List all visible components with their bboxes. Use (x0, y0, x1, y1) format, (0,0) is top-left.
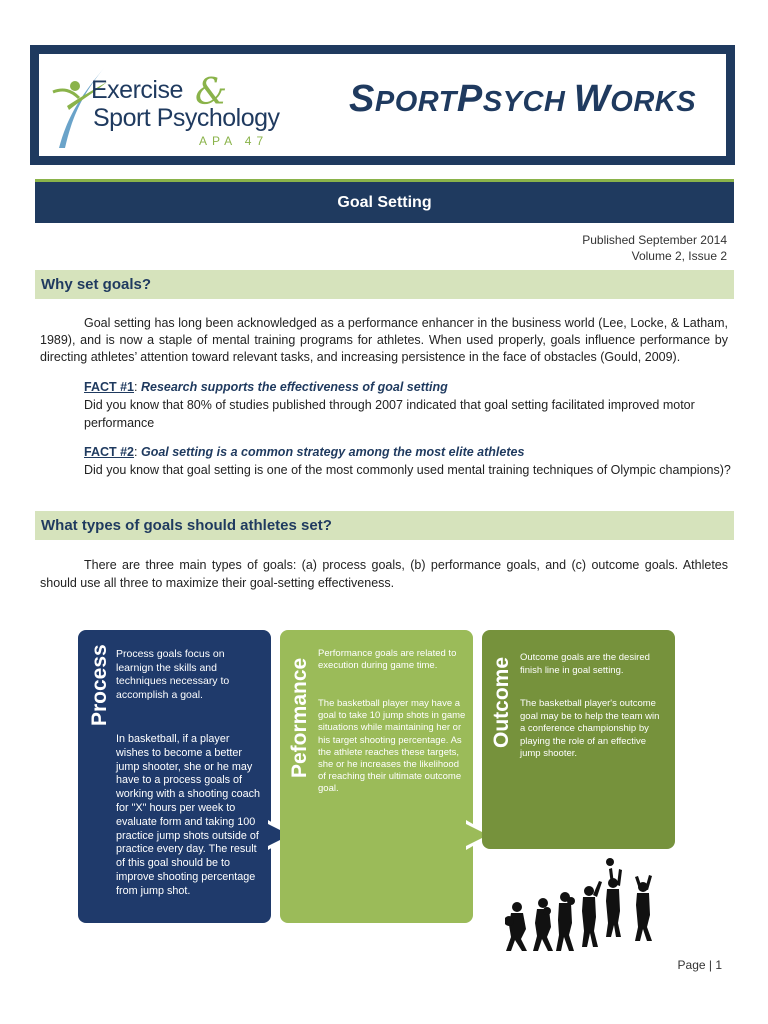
performance-example: The basketball player may have a goal to take 10 jump shots in game situations while maintaining her or his target shooting percentage. As the athlete reaches these targets, she or he increases the likelihood of reaching their ultimate outcome goal. (318, 698, 466, 795)
fact-2-label: FACT #2 (84, 445, 135, 459)
section-heading-why (35, 270, 734, 299)
outcome-definition: Outcome goals are the desired finish line in goal setting. (520, 652, 650, 676)
section-heading-types (35, 511, 734, 540)
newsletter-title: SPORTPSYCH WORKS (349, 78, 697, 120)
fact-1-body: Did you know that 80% of studies published through 2007 indicated that goal setting facilitated improved motor performance (84, 398, 695, 430)
performance-goal-box (280, 630, 473, 923)
intro-paragraph (40, 315, 728, 366)
logo-text-apa: APA 47 (199, 134, 269, 148)
section-heading-text: What types of goals should athletes set? (41, 517, 332, 534)
fact-1-label: FACT #1 (84, 380, 135, 394)
types-paragraph (40, 556, 728, 592)
section-heading-text: Why set goals? (41, 276, 152, 293)
performance-definition: Performance goals are related to execution during game time. (318, 648, 457, 671)
header-banner-inner (39, 54, 726, 156)
performance-title: Peformance (288, 657, 311, 778)
fact-2-body: Did you know that goal setting is one of the most commonly used mental training techniques of Olympic champions)? (84, 463, 731, 477)
basketball-jump-shot-sequence-image (505, 855, 665, 955)
page-number: Page | 1 (677, 958, 722, 972)
fact-2: FACT #2: Goal setting is a common strategy among the most elite athletes Did you know that goal setting is one of the most commonly used mental training techniques of Olympic champions)? (84, 443, 734, 479)
outcome-example: The basketball player's outcome goal may be to help the team win a conference championship by playing the role of an effective jump shooter. (520, 698, 660, 759)
process-goal-box (78, 630, 271, 923)
process-definition: Process goals focus on learnign the skills and techniques necessary to accomplish a goal. (116, 648, 230, 701)
logo-text-exercise: Exercise (91, 76, 183, 104)
published-date: Published September 2014 (582, 233, 727, 247)
types-paragraph-text: There are three main types of goals: (a) process goals, (b) performance goals, and (c) outcome goals. Athletes should use all three to maximize their goal-setting effectiveness. (40, 558, 728, 590)
process-example: In basketball, if a player wishes to become a better jump shooter, she or he may have to a process goals of working with a shooting coach for "X" hours per week to evaluate form and taking 100 practice jump shots outside of practice every day. The result of this goal should be to improve shooting percentage from jump shot. (116, 733, 261, 897)
title-bar (35, 179, 734, 223)
header-banner (30, 45, 735, 165)
exercise-sport-psychology-logo (49, 58, 309, 154)
fact-1-headline: Research supports the effectiveness of goal setting (140, 380, 448, 394)
process-title: Process (88, 644, 111, 726)
volume-issue: Volume 2, Issue 2 (631, 249, 727, 263)
outcome-goal-box (482, 630, 675, 849)
logo-ampersand: & (195, 72, 228, 113)
outcome-title: Outcome (490, 656, 513, 748)
fact-1: FACT #1: Research supports the effectiveness of goal setting Did you know that 80% of studies published through 2007 indicated that goal setting facilitated improved motor performance (84, 378, 734, 432)
page-title: Goal Setting (337, 194, 432, 211)
logo-text-sport-psychology: Sport Psychology (93, 104, 280, 132)
fact-2-headline: Goal setting is a common strategy among the most elite athletes (140, 445, 525, 459)
intro-paragraph-text: Goal setting has long been acknowledged as a performance enhancer in the business world (Lee, Locke, & Latham, 1989), and is now a staple of mental training programs for athletes. When used properly, goals influence performance by directing athletes’ attention toward relevant tasks, and increasing persistence in the face of obstacles (Gould, 2009). (40, 316, 728, 364)
publication-info (582, 232, 727, 264)
